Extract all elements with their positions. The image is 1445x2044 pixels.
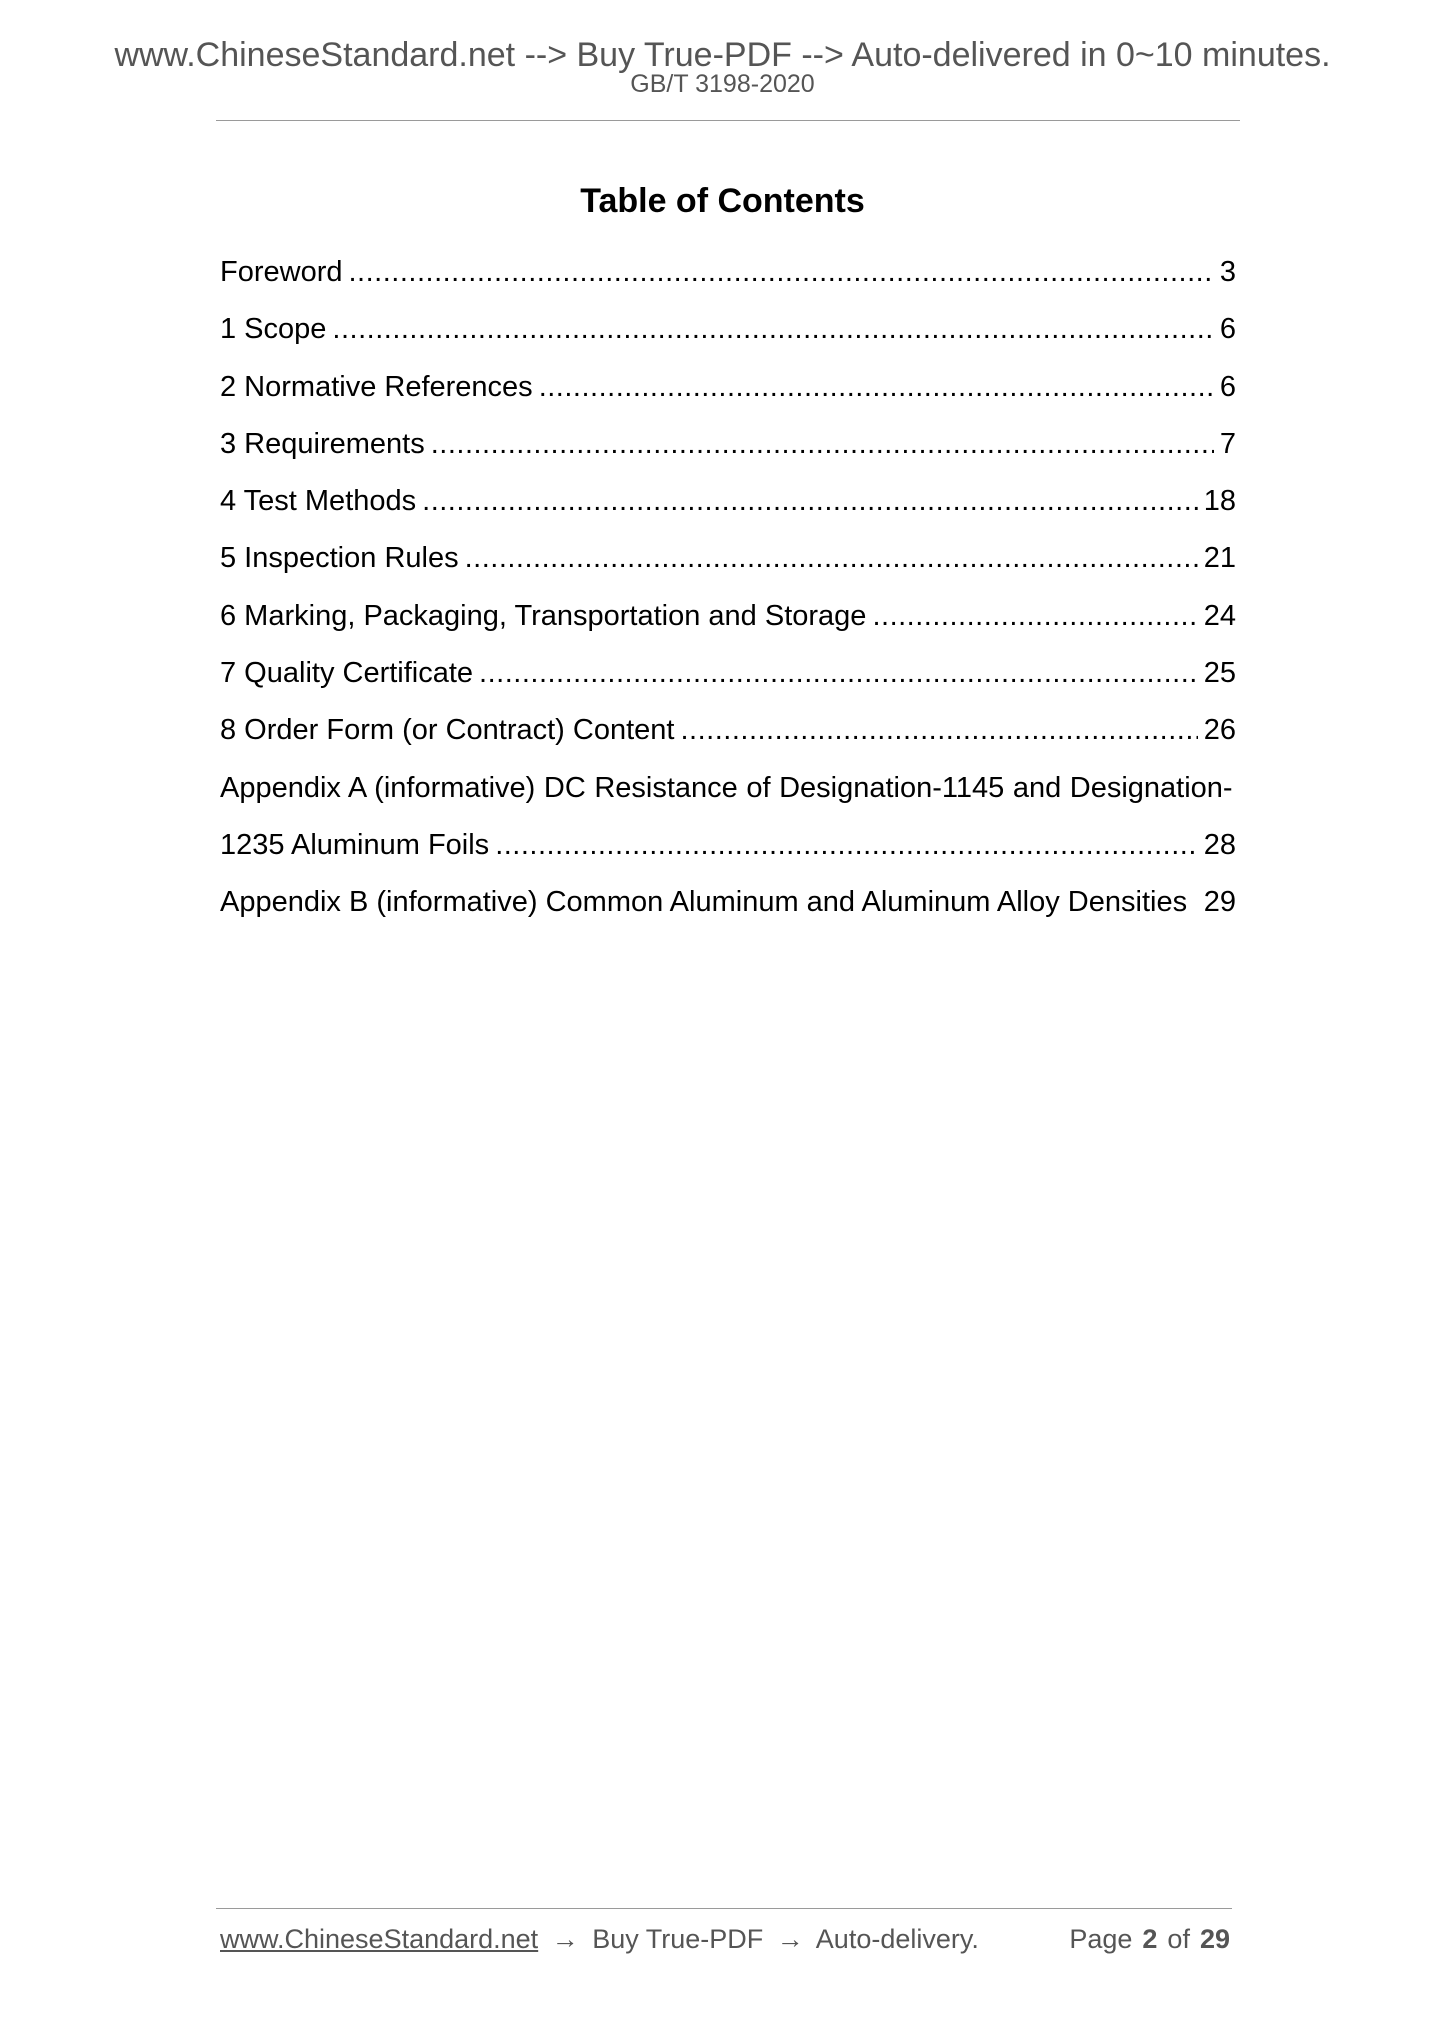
dot-leader: [465, 538, 1198, 578]
dot-leader: [539, 367, 1214, 407]
toc-entry-appendix-a[interactable]: [220, 768, 1236, 825]
toc-entry-page: 21: [1203, 542, 1236, 575]
toc-entry-page: 18: [1203, 485, 1236, 518]
dot-leader: [495, 825, 1198, 865]
toc-entry-label: 1 Scope: [220, 313, 327, 346]
toc-entry-appendix-a-continued[interactable]: [220, 825, 1236, 882]
toc-entry-label: 7 Quality Certificate: [220, 657, 474, 690]
toc-entry-label: 6 Marking, Packaging, Transportation and Storage: [220, 599, 867, 632]
page-number: [1069, 1926, 1230, 1953]
arrow-right-icon: →: [776, 1924, 804, 1954]
toc-entry-label: Appendix B (informative) Common Aluminum and Aluminum Alloy Densities: [220, 886, 1188, 919]
footer-delivery-text: Auto-delivery.: [815, 1924, 979, 1954]
toc-entry-label: 1235 Aluminum Foils: [220, 828, 490, 861]
toc-entry-label: 5 Inspection Rules: [220, 542, 459, 575]
table-of-contents: [220, 252, 1236, 940]
toc-entry-label: Foreword: [220, 256, 343, 288]
dot-leader: [349, 252, 1214, 292]
toc-title: Table of Contents: [580, 182, 865, 220]
toc-entry-label: 3 Requirements: [220, 427, 425, 460]
toc-entry-scope[interactable]: [220, 309, 1236, 366]
toc-entry-foreword[interactable]: [220, 252, 1236, 309]
toc-entry-label: 8 Order Form (or Contract) Content: [220, 714, 675, 747]
toc-entry-order-form[interactable]: [220, 710, 1236, 767]
toc-entry-requirements[interactable]: [220, 424, 1236, 481]
dot-leader: [332, 309, 1213, 349]
toc-entry-page: 6: [1219, 313, 1236, 346]
toc-entry-normative-references[interactable]: [220, 367, 1236, 424]
toc-entry-marking-packaging[interactable]: [220, 596, 1236, 653]
footer-divider: [216, 1908, 1232, 1909]
toc-entry-page: 7: [1219, 427, 1236, 460]
current-page: 2: [1142, 1924, 1158, 1954]
header-divider: [216, 120, 1240, 121]
toc-entry-page: 3: [1219, 256, 1236, 288]
dot-leader: [872, 596, 1197, 636]
toc-entry-page: 6: [1219, 370, 1236, 403]
toc-entry-page: 24: [1203, 599, 1236, 632]
toc-entry-page: 26: [1203, 714, 1236, 747]
site-banner: www.ChineseStandard.net --> Buy True-PDF --> Auto-delivered in 0~10 minutes.: [114, 36, 1331, 74]
total-pages: 29: [1199, 1924, 1230, 1954]
toc-entry-quality-certificate[interactable]: [220, 653, 1236, 710]
dot-leader: [479, 653, 1198, 693]
toc-entry-label: Appendix A (informative) DC Resistance of Designation-1145 and Designation-: [220, 771, 1233, 804]
dot-leader: [431, 424, 1214, 464]
toc-entry-page: 25: [1203, 657, 1236, 690]
page-footer: [220, 1926, 1230, 1953]
toc-entry-inspection-rules[interactable]: [220, 538, 1236, 595]
footer-buy-text: Buy True-PDF: [592, 1924, 764, 1954]
document-code: GB/T 3198-2020: [630, 70, 815, 98]
toc-entry-page: 29: [1203, 886, 1236, 919]
toc-entry-appendix-b[interactable]: [220, 882, 1236, 939]
footer-site-link[interactable]: www.ChineseStandard.net: [220, 1924, 539, 1954]
toc-entry-test-methods[interactable]: [220, 481, 1236, 538]
toc-entry-page: 28: [1203, 828, 1236, 861]
arrow-right-icon: →: [551, 1924, 579, 1954]
toc-entry-label: 4 Test Methods: [220, 485, 417, 518]
of-word: of: [1167, 1924, 1190, 1954]
dot-leader: [680, 710, 1197, 750]
toc-entry-label: 2 Normative References: [220, 370, 533, 403]
dot-leader: [422, 481, 1198, 521]
page-word: Page: [1069, 1924, 1133, 1954]
